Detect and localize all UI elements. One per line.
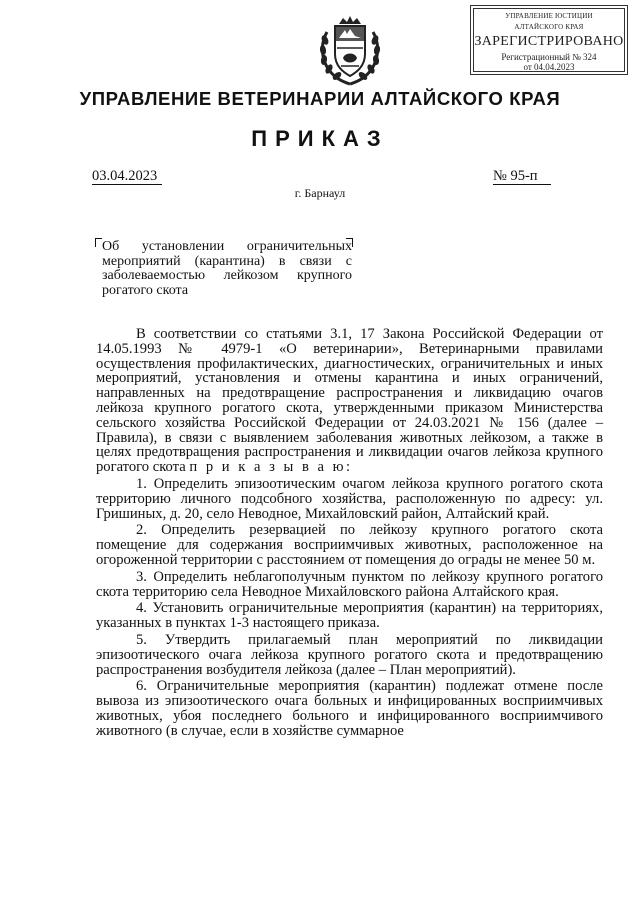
stamp-status: ЗАРЕГИСТРИРОВАНО (474, 34, 624, 49)
document-type-title: ПРИКАЗ (251, 126, 389, 151)
stamp-org-line2: АЛТАЙСКОГО КРАЯ (514, 23, 584, 31)
order-item-1: 1. Определить эпизоотическим очагом лейкоза крупного рогатого скота территорию личного подсобного хозяйства, расположенную по адресу: ул. Гришиных, д. 20, село Неводное, Михайловский район, Алтайский край. (96, 475, 603, 522)
document-city: г. Барнаул (294, 186, 346, 200)
order-item-4: 4. Установить ограничительные мероприятия (карантин) на территориях, указанных в пунктах 1-3 настоящего приказа. (96, 600, 603, 632)
stamp-org-line1: УПРАВЛЕНИЕ ЮСТИЦИИ (505, 12, 593, 20)
registration-stamp (473, 8, 625, 72)
document-number: № 95-п (493, 168, 551, 185)
document-date: 03.04.2023 (92, 168, 162, 185)
organization-title: УПРАВЛЕНИЕ ВЕТЕРИНАРИИ АЛТАЙСКОГО КРАЯ (79, 88, 561, 109)
order-item-5: 5. Утвердить прилагаемый план мероприятий по ликвидации эпизоотического очага лейкоза крупного рогатого скота и предотвращению распространения возбудителя лейкоза (далее – План мероприятий). (96, 631, 603, 678)
stamp-reg-date: от 04.04.2023 (523, 62, 575, 72)
order-item-2: 2. Определить резервацией по лейкозу крупного рогатого скота помещение для содержания восприимчивых животных, расположенное на огороженной территории с расстоянием от помещения до ограды не менее 50 м. (96, 522, 603, 568)
order-word: п р и к а з ы в а ю: (189, 459, 353, 476)
document-subject: Об установлении ограничительных мероприятий (карантина) в связи с заболеваемостью лейкозом крупного рогатого скота (102, 239, 352, 298)
stamp-reg-number: Регистрационный № 324 (501, 52, 597, 62)
preamble-text: В соответствии со статьями 3.1, 17 Закона Российской Федерации от 14.05.1993 № 4979-1 «О ветеринарии», Ветеринарными правилами осуществления профилактических, диагностических, ограничительных и иных мероприятий, установления и отмены карантина и иных ограничений, направленных на предотвращение распространения и ликвидацию очагов лейкоза крупного рогатого скота, утвержденными приказом Министерства сельского хозяйства Российской Федерации от 24.03.2021 № 156 (далее – Правила), в связи с выявлением заболевания животных лейкозом, а также в целях предотвращения распространения и ликвидации очагов лейкоза крупного рогатого скота (96, 326, 603, 476)
order-item-3: 3. Определить неблагополучным пунктом по лейкозу крупного рогатого скота территорию села Неводное Михайловского района Алтайского края. (96, 568, 603, 600)
document-body (96, 327, 603, 739)
coat-of-arms-emblem-icon (317, 14, 383, 86)
preamble-paragraph (96, 327, 603, 475)
order-item-6: 6. Ограничительные мероприятия (карантин) подлежат отмене после вывоза из эпизоотического очага больных и инфицированных восприимчивых животных, убоя последнего больного и инфицированного восприимчивого животного (в случае, если в хозяйстве суммарное (96, 678, 603, 739)
subject-bracket-left (95, 238, 102, 247)
